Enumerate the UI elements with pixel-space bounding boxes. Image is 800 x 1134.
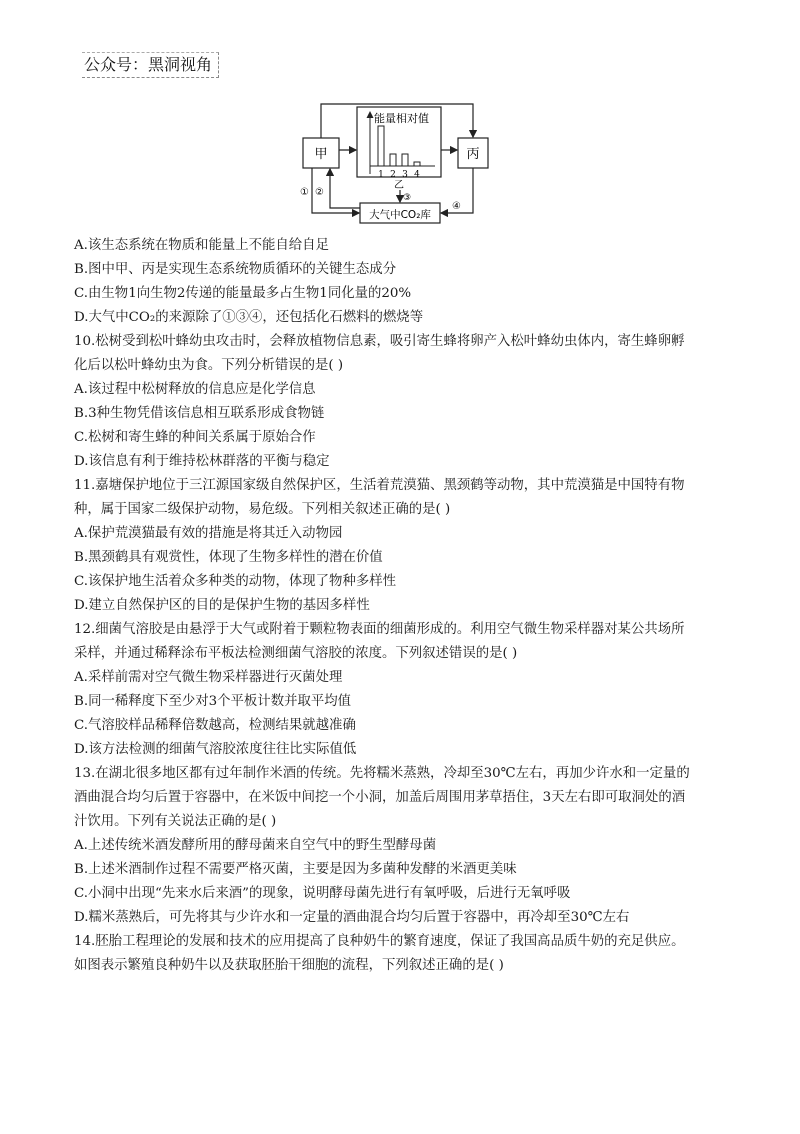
arrow-2: [330, 169, 360, 208]
text-line: C.松树和寄生蜂的种间关系属于原始合作: [74, 430, 316, 445]
arrow-label-3: ③: [403, 193, 412, 203]
text-line: A.采样前需对空气微生物采样器进行灭菌处理: [74, 670, 343, 685]
text-line: A.保护荒漠猫最有效的措施是将其迁入动物园: [74, 526, 343, 541]
chart-bar-4: [414, 162, 420, 166]
text-line: B.3种生物凭借该信息相互联系形成食物链: [74, 406, 325, 421]
text-line: B.黑颈鹤具有观赏性，体现了生物多样性的潜在价值: [74, 550, 383, 565]
text-line: A.上述传统米酒发酵所用的酵母菌来自空气中的野生型酵母菌: [74, 838, 437, 853]
text-line: C.该保护地生活着众多种类的动物，体现了物种多样性: [74, 574, 397, 589]
chart-bar-1: [378, 126, 384, 166]
text-line: 酒曲混合均匀后置于容器中，在米饭中间挖一个小洞，加盖后周围用茅草捂住，3天左右即可取洞处的酒: [74, 790, 686, 805]
text-line: 化后以松叶蜂幼虫为食。下列分析错误的是( ): [74, 358, 344, 373]
text-line: B.同一稀释度下至少对3个平板计数并取平均值: [74, 694, 352, 709]
text-line: 汁饮用。下列有关说法正确的是( ): [74, 814, 277, 829]
chart-bar-2: [390, 154, 396, 166]
box-co2-label: 大气中CO₂库: [369, 209, 431, 221]
chart-bar-3: [402, 154, 408, 166]
text-line: 12.细菌气溶胶是由悬浮于大气或附着于颗粒物表面的细菌形成的。利用空气微生物采样器对某公共场所: [74, 622, 685, 637]
watermark-text: 公众号：黑洞视角: [82, 52, 219, 78]
text-line: D.大气中CO₂的来源除了①③④，还包括化石燃料的燃烧等: [74, 310, 424, 325]
arrow-label-4: ④: [452, 201, 461, 212]
text-line: B.上述米酒制作过程不需要严格灭菌，主要是因为多菌种发酵的米酒更美味: [74, 862, 517, 877]
text-line: C.气溶胶样品稀释倍数越高，检测结果就越准确: [74, 718, 356, 733]
text-line: D.建立自然保护区的目的是保护生物的基因多样性: [74, 598, 370, 613]
chart-tick-4: 4: [414, 170, 420, 180]
text-line: A.该生态系统在物质和能量上不能自给自足: [74, 238, 329, 253]
text-line: D.糯米蒸熟后，可先将其与少许水和一定量的酒曲混合均匀后置于容器中，再冷却至30℃左右: [74, 910, 630, 925]
text-line: 种，属于国家二级保护动物，易危级。下列相关叙述正确的是( ): [74, 502, 451, 517]
arrow-label-1: ①: [300, 187, 309, 198]
text-line: C.由生物1向生物2传递的能量最多占生物1同化量的20%: [74, 286, 412, 301]
text-line: 如图表示繁殖良种奶牛以及获取胚胎干细胞的流程，下列叙述正确的是( ): [74, 958, 504, 973]
text-line: 采样，并通过稀释涂布平板法检测细菌气溶胶的浓度。下列叙述错误的是( ): [74, 646, 518, 661]
question-text: [74, 234, 744, 978]
chart-tick-3: 3: [402, 170, 408, 180]
text-line: D.该信息有利于维持松林群落的平衡与稳定: [74, 454, 330, 469]
text-line: C.小洞中出现“先来水后来酒”的现象，说明酵母菌先进行有氧呼吸，后进行无氧呼吸: [74, 886, 571, 901]
chart-tick-2: 2: [390, 170, 396, 180]
ecosystem-diagram: [300, 102, 490, 228]
chart-title: 能量相对值: [374, 112, 429, 125]
chart-tick-1: 1: [378, 170, 384, 180]
text-line: 13.在湖北很多地区都有过年制作米酒的传统。先将糯米蒸熟，冷却至30℃左右，再加少许水和一定量的: [74, 766, 690, 781]
text-line: B.图中甲、丙是实现生态系统物质循环的关键生态成分: [74, 262, 397, 277]
text-line: 11.嘉塘保护地位于三江源国家级自然保护区，生活着荒漠猫、黑颈鹤等动物，其中荒漠猫是中国特有物: [74, 478, 685, 493]
text-line: D.该方法检测的细菌气溶胶浓度往往比实际值低: [74, 742, 357, 757]
text-line: A.该过程中松树释放的信息应是化学信息: [74, 382, 316, 397]
box-jia-label: 甲: [314, 147, 328, 162]
chart-sublabel: 乙: [394, 180, 404, 191]
box-bing-label: 丙: [466, 147, 480, 162]
text-line: 10.松树受到松叶蜂幼虫攻击时，会释放植物信息素，吸引寄生蜂将卵产入松叶蜂幼虫体内，寄生蜂卵孵: [74, 334, 685, 349]
text-line: 14.胚胎工程理论的发展和技术的应用提高了良种奶牛的繁育速度，保证了我国高品质牛奶的充足供应。: [74, 934, 685, 949]
arrow-label-2: ②: [315, 187, 324, 198]
